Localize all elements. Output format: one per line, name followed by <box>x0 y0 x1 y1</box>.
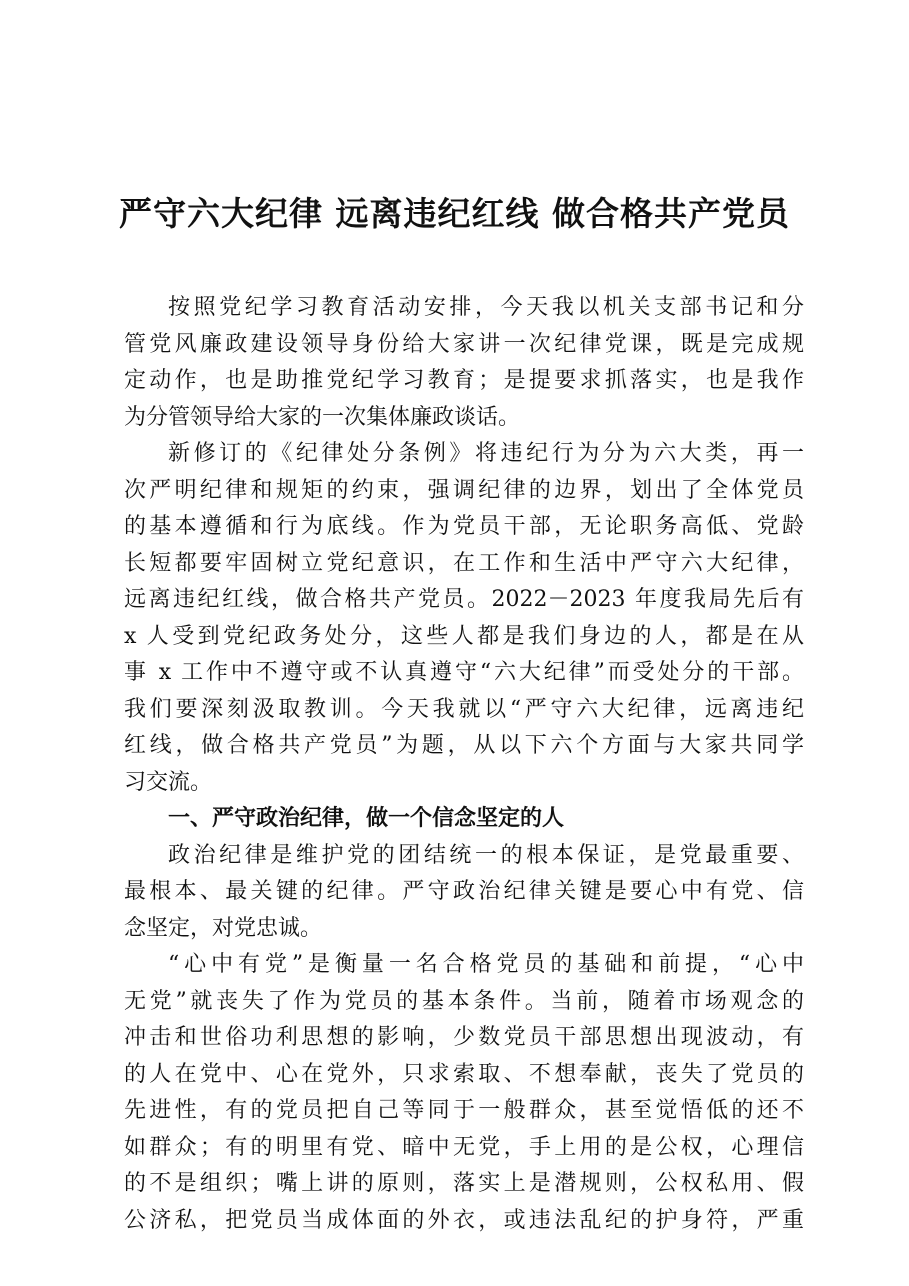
body-line: x 人受到党纪政务处分，这些人都是我们身边的人，都是在从 <box>124 623 804 649</box>
body-line: 习交流。 <box>124 769 213 795</box>
section-heading: 一、严守政治纪律，做一个信念坚定的人 <box>168 806 565 831</box>
document-title: 严守六大纪律 远离违纪红线 做合格共产党员 <box>119 194 790 233</box>
body-line: 定动作，也是助推党纪学习教育；是提要求抓落实，也是我作 <box>124 368 804 393</box>
body-line: “心中有党”是衡量一名合格党员的基础和前提，“心中 <box>168 952 804 977</box>
body-line: 先进性，有的党员把自己等同于一般群众，甚至觉悟低的还不 <box>124 1098 804 1123</box>
body-line: 为分管领导给大家的一次集体廉政谈话。 <box>124 404 521 430</box>
body-line: 红线，做合格共产党员”为题，从以下六个方面与大家共同学 <box>124 733 804 758</box>
body-line: 次严明纪律和规矩的约束，强调纪律的边界，划出了全体党员 <box>124 477 804 503</box>
document-body <box>124 290 804 1239</box>
body-line: 事 x 工作中不遵守或不认真遵守“六大纪律”而受处分的干部。 <box>124 660 804 685</box>
body-line: 按照党纪学习教育活动安排，今天我以机关支部书记和分 <box>168 295 804 320</box>
body-line: 念坚定，对党忠诚。 <box>124 915 323 941</box>
body-line: 公济私，把党员当成体面的外衣，或违法乱纪的护身符，严重 <box>124 1207 804 1233</box>
body-line: 远离违纪红线，做合格共产党员。2022－2023 年度我局先后有 <box>124 587 804 612</box>
body-line: 的基本遵循和行为底线。作为党员干部，无论职务高低、党龄 <box>124 514 804 539</box>
body-line: 政治纪律是维护党的团结统一的根本保证，是党最重要、 <box>168 842 804 868</box>
body-line: 如群众；有的明里有党、暗中无党，手上用的是公权，心理信 <box>124 1134 804 1160</box>
body-line: 的人在党中、心在党外，只求索取、不想奉献，丧失了党员的 <box>124 1061 804 1087</box>
body-line: 管党风廉政建设领导身份给大家讲一次纪律党课，既是完成规 <box>124 331 804 357</box>
body-line: 新修订的《纪律处分条例》将违纪行为分为六大类，再一 <box>168 441 804 466</box>
body-line: 无党”就丧失了作为党员的基本条件。当前，随着市场观念的 <box>124 988 804 1014</box>
body-line: 最根本、最关键的纪律。严守政治纪律关键是要心中有党、信 <box>124 879 804 904</box>
body-line: 长短都要牢固树立党纪意识，在工作和生活中严守六大纪律， <box>124 550 804 576</box>
body-line: 我们要深刻汲取教训。今天我就以“严守六大纪律，远离违纪 <box>124 696 804 722</box>
body-line: 冲击和世俗功利思想的影响，少数党员干部思想出现波动，有 <box>124 1025 804 1050</box>
body-line: 的不是组织；嘴上讲的原则，落实上是潜规则，公权私用、假 <box>124 1171 804 1196</box>
